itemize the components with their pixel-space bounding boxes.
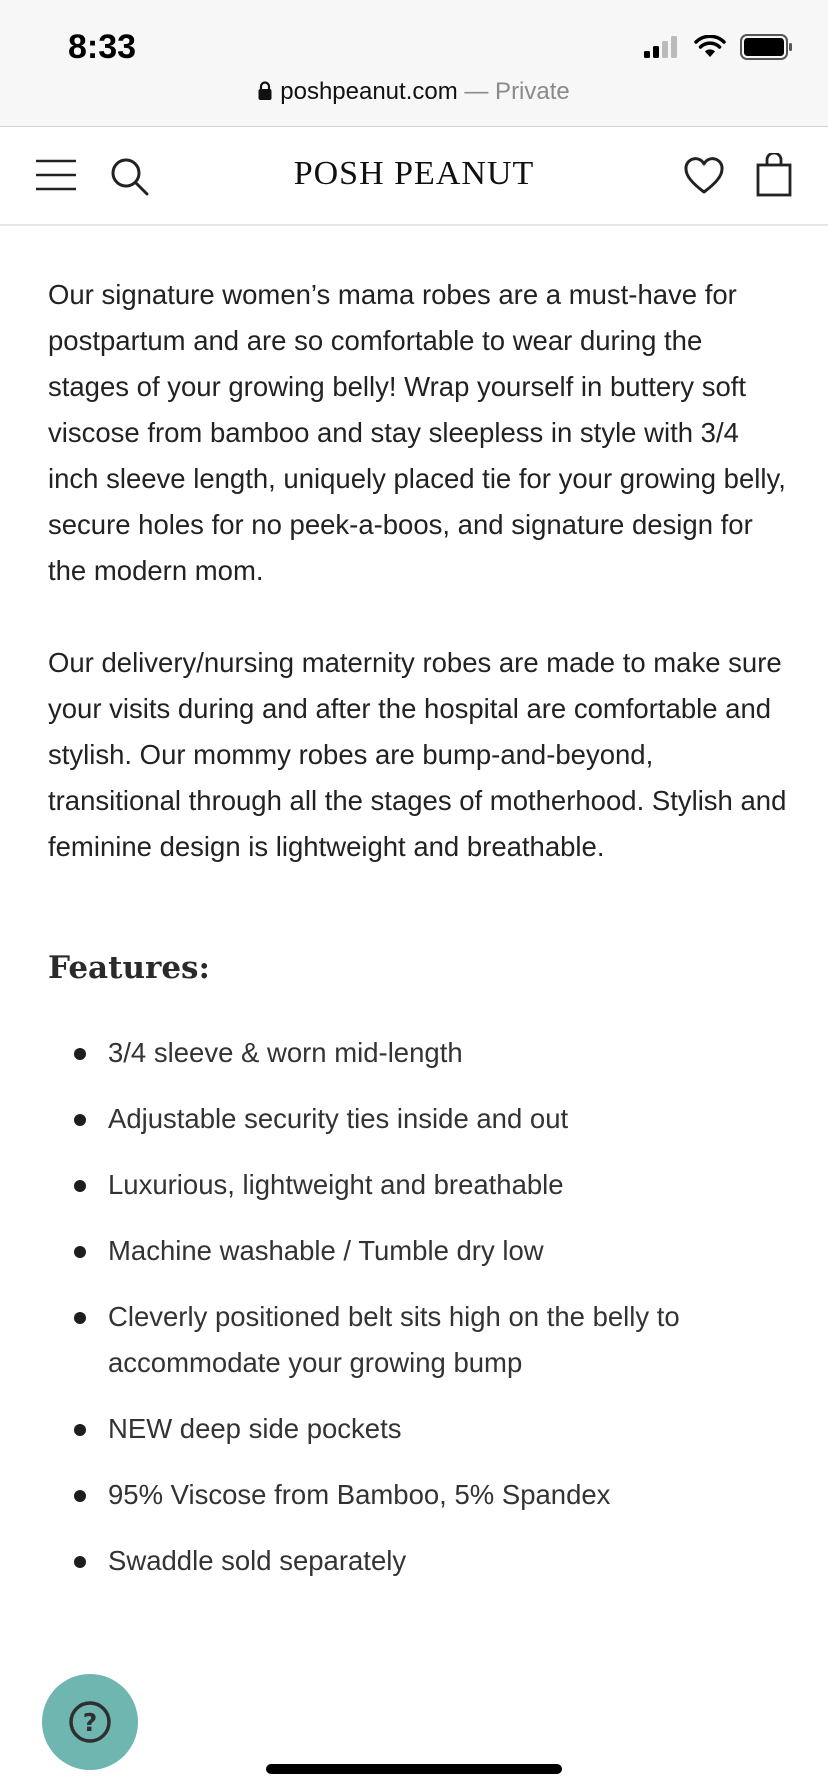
lock-icon xyxy=(258,81,272,101)
cart-button[interactable] xyxy=(756,153,792,197)
status-icons xyxy=(644,34,794,60)
help-icon xyxy=(68,1700,112,1744)
url-domain: poshpeanut.com xyxy=(280,78,458,105)
feature-text: 95% Viscose from Bamboo, 5% Spandex xyxy=(108,1479,611,1510)
list-item xyxy=(48,1162,788,1208)
battery-icon xyxy=(740,34,794,60)
list-item xyxy=(48,1030,788,1076)
private-label: — Private xyxy=(457,78,570,105)
wishlist-button[interactable] xyxy=(684,157,724,197)
features-heading: Features: xyxy=(48,950,210,986)
brand-logo[interactable]: POSH PEANUT xyxy=(293,155,535,192)
feature-text: Machine washable / Tumble dry low xyxy=(108,1235,544,1266)
cellular-signal-icon xyxy=(644,36,680,58)
feature-text: Swaddle sold separately xyxy=(108,1545,407,1576)
product-description xyxy=(48,272,788,1604)
site-header xyxy=(0,127,828,226)
description-paragraph: Our signature women’s mama robes are a must-have for postpartum and are so comfortable to wear during the stages of your growing belly! Wrap yourself in buttery soft viscose from bamboo and stay sleepless in style with 3/4 inch sleeve length, uniquely placed tie for your growing belly, secure holes for no peek-a-boos, and signature design for the modern mom. xyxy=(48,279,786,586)
help-button[interactable] xyxy=(42,1674,138,1770)
bullet-icon xyxy=(74,1048,86,1060)
svg-text:?: ? xyxy=(82,1708,98,1737)
feature-text: Luxurious, lightweight and breathable xyxy=(108,1169,564,1200)
bullet-icon xyxy=(74,1114,86,1126)
bullet-icon xyxy=(74,1490,86,1502)
status-time: 8:33 xyxy=(68,28,137,66)
features-list xyxy=(48,1030,788,1584)
bullet-icon xyxy=(74,1424,86,1436)
bullet-icon xyxy=(74,1556,86,1568)
bullet-icon xyxy=(74,1312,86,1324)
bullet-icon xyxy=(74,1246,86,1258)
list-item xyxy=(48,1472,788,1518)
browser-status-bar xyxy=(0,0,828,127)
address-bar[interactable] xyxy=(0,78,828,106)
list-item xyxy=(48,1538,788,1584)
list-item xyxy=(48,1228,788,1274)
feature-text: NEW deep side pockets xyxy=(108,1413,402,1444)
shopping-bag-icon xyxy=(756,153,792,197)
description-paragraph: Our delivery/nursing maternity robes are made to make sure your visits during and after the hospital are comfortable and stylish. Our mommy robes are bump-and-beyond, transitional through all the stages of motherhood. Stylish and feminine design is lightweight and breathable. xyxy=(48,647,787,862)
list-item xyxy=(48,1294,788,1386)
home-indicator[interactable] xyxy=(266,1764,562,1774)
list-item xyxy=(48,1406,788,1452)
feature-text: 3/4 sleeve & worn mid-length xyxy=(108,1037,463,1068)
heart-icon xyxy=(684,157,724,195)
list-item xyxy=(48,1096,788,1142)
feature-text: Adjustable security ties inside and out xyxy=(108,1103,569,1134)
bullet-icon xyxy=(74,1180,86,1192)
wifi-icon xyxy=(694,35,726,59)
feature-text: Cleverly positioned belt sits high on the belly to accommodate your growing bump xyxy=(108,1301,680,1378)
